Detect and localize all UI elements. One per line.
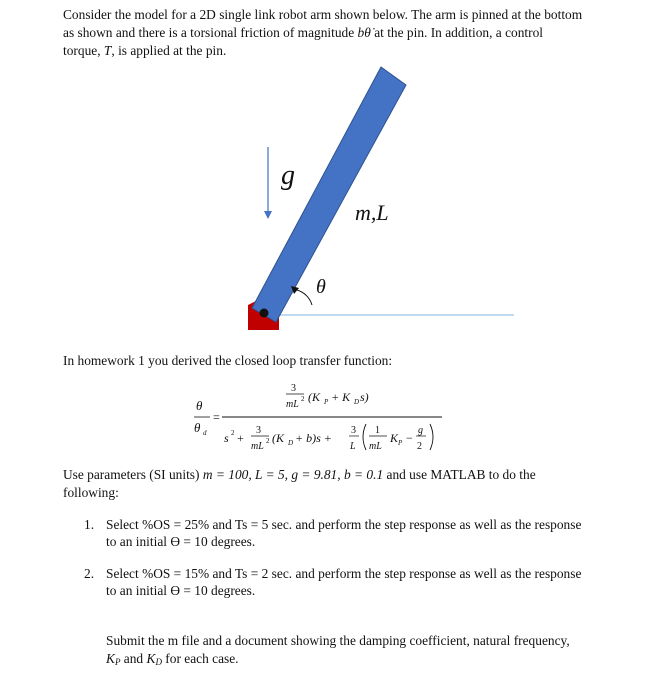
den-kd: (K xyxy=(272,431,284,445)
torque-symbol: T xyxy=(103,43,112,58)
derived-text: In homework 1 you derived the closed loop transfer function: xyxy=(63,353,393,368)
task-1-number: 1. xyxy=(84,517,95,532)
params-line-1 xyxy=(63,466,623,484)
lhs-sub-d: d xyxy=(203,429,207,437)
lhs-theta-d: θ xyxy=(194,420,201,435)
submit-and: and xyxy=(123,651,144,666)
den-one: 1 xyxy=(375,425,380,436)
gravity-label: g xyxy=(281,160,295,191)
lhs-theta: θ xyxy=(196,398,203,413)
submit-kd: K xyxy=(146,651,156,666)
intro-line-2a: as shown and there is a torsional friction of magnitude xyxy=(63,25,355,40)
param-g: g = 9.81, xyxy=(291,467,341,482)
friction-symbol: bθ̇ xyxy=(357,25,371,40)
submit-line-2 xyxy=(106,650,626,668)
den-mL-b: mL xyxy=(369,441,382,452)
submit-kd-sub: D xyxy=(155,657,162,667)
task-1-line-1: Select %OS = 25% and Ts = 5 sec. and perform the step response as well as the response xyxy=(106,517,582,532)
mass-length-label: m,L xyxy=(355,200,389,225)
den-L: L xyxy=(350,441,356,452)
den-mL: mL xyxy=(251,441,264,452)
den-plus: + xyxy=(237,431,244,445)
params-line-2: following: xyxy=(63,485,119,500)
den-left-paren xyxy=(363,424,366,450)
den-right-paren xyxy=(430,424,433,450)
num-kp-sub: P xyxy=(324,398,329,406)
intro-line-1: Consider the model for a 2D single link robot arm shown below. The arm is pinned at the bottom xyxy=(63,7,583,22)
submit-line-1: Submit the m file and a document showing the damping coefficient, natural frequency, xyxy=(106,633,570,648)
angle-arc xyxy=(297,290,312,305)
param-L: L = 5, xyxy=(255,467,289,482)
task-2-number: 2. xyxy=(84,566,95,581)
den-mL-sq: 2 xyxy=(266,437,270,445)
pin-joint xyxy=(260,309,269,318)
param-m: m = 100, xyxy=(202,467,252,482)
intro-line-2b: at the pin. In addition, a control xyxy=(374,25,544,40)
task-1-line-2: to an initial ϴ = 10 degrees. xyxy=(106,534,256,549)
num-kd-sub: D xyxy=(354,398,360,406)
submit-kp: K xyxy=(106,651,115,666)
den-g: g xyxy=(418,425,423,436)
den-three: 3 xyxy=(256,425,261,436)
intro-line-3b: , is applied at the pin. xyxy=(111,43,227,58)
angle-label: θ xyxy=(316,276,326,298)
den-s: s xyxy=(224,431,229,445)
den-s-sq: 2 xyxy=(231,429,235,437)
num-kp: (K xyxy=(308,390,320,404)
task-1 xyxy=(84,516,624,550)
arm-link xyxy=(252,67,406,322)
task-2-body xyxy=(84,565,624,599)
params-tail: and use MATLAB to do the xyxy=(386,467,536,482)
num-s: s) xyxy=(360,390,369,404)
param-b: b = 0.1 xyxy=(343,467,384,482)
num-three: 3 xyxy=(291,383,296,394)
submit-kp-sub: P xyxy=(114,657,121,667)
den-kd-sub: D xyxy=(288,439,294,447)
equals-sign: = xyxy=(213,410,220,424)
num-sq: 2 xyxy=(301,395,305,403)
submit-tail: for each case. xyxy=(165,651,239,666)
task-2 xyxy=(84,565,624,599)
num-kd: + K xyxy=(331,390,351,404)
den-two: 2 xyxy=(417,441,422,452)
den-three-b: 3 xyxy=(351,425,356,436)
task-2-line-1: Select %OS = 15% and Ts = 2 sec. and perform the step response as well as the response xyxy=(106,566,582,581)
num-mL: mL xyxy=(286,399,299,410)
den-minus: − xyxy=(406,431,413,445)
intro-line-3a: torque, xyxy=(63,43,101,58)
den-plus-b: + b)s + xyxy=(295,431,332,445)
den-kp-sub: P xyxy=(398,439,403,447)
params-intro: Use parameters (SI units) xyxy=(63,467,200,482)
gravity-arrowhead-icon xyxy=(264,211,272,219)
transfer-function xyxy=(180,380,460,454)
den-kp: K xyxy=(390,431,399,445)
task-1-body xyxy=(84,516,624,550)
task-2-line-2: to an initial ϴ = 10 degrees. xyxy=(106,583,256,598)
